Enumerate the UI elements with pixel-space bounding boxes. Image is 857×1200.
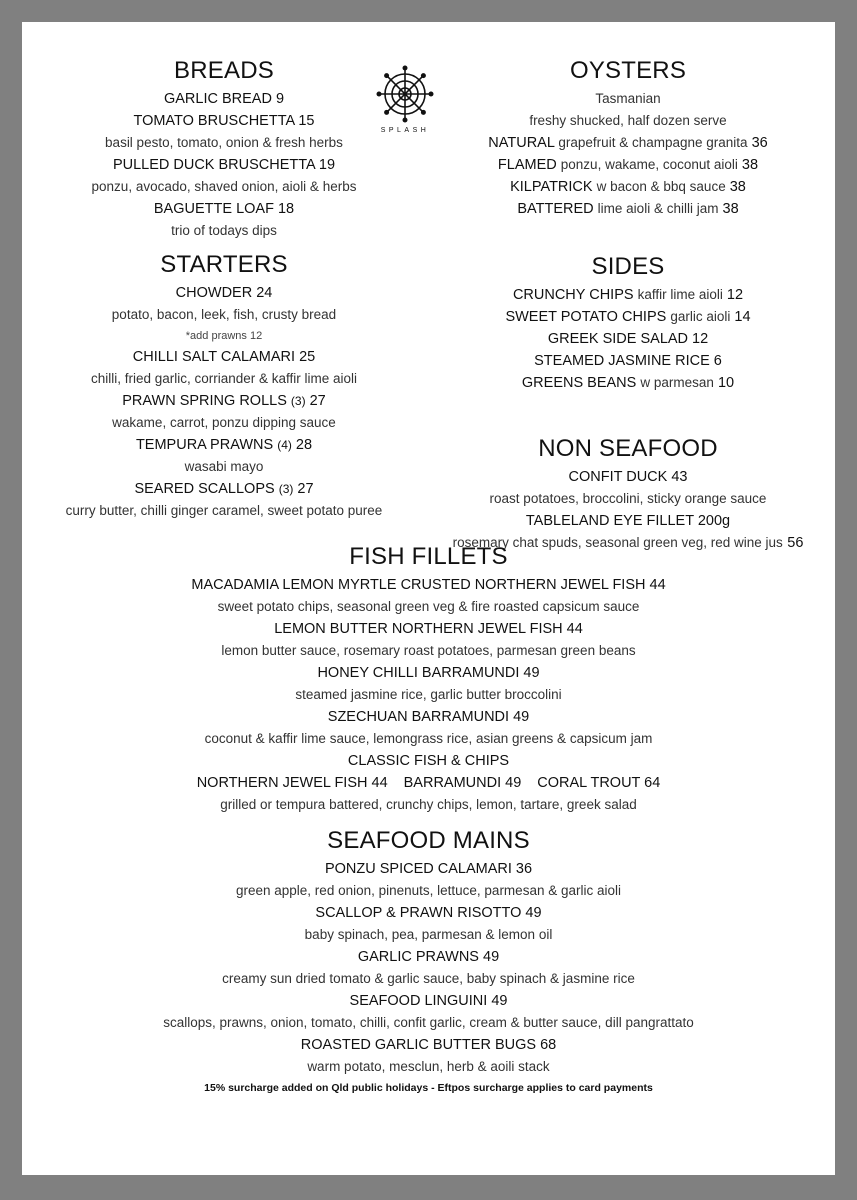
- item-name: NATURAL: [488, 135, 555, 151]
- menu-item: [408, 372, 848, 394]
- item-desc: w parmesan: [640, 375, 714, 390]
- menu-item-desc: lemon butter sauce, rosemary roast potatoes, parmesan green beans: [221, 643, 636, 658]
- item-name: KILPATRICK: [510, 179, 593, 195]
- menu-item: SEAFOOD LINGUINI 49: [349, 993, 508, 1009]
- item-qty: (3): [278, 482, 294, 496]
- item-name: FLAMED: [497, 157, 557, 173]
- surcharge-footer: 15% surcharge added on Qld public holidays - Eftpos surcharge applies to card payments: [204, 1082, 653, 1094]
- menu-item-desc: baby spinach, pea, parmesan & lemon oil: [304, 927, 553, 942]
- menu-item: PONZU SPICED CALAMARI 36: [324, 861, 533, 877]
- menu-item: TABLELAND EYE FILLET 200g: [525, 513, 731, 529]
- item-desc: rosemary chat spuds, seasonal green veg, red wine jus: [452, 535, 783, 550]
- right-column: [408, 54, 848, 554]
- menu-item: [22, 434, 426, 456]
- item-name: TEMPURA PRAWNS: [135, 437, 274, 453]
- menu-item: [408, 306, 848, 328]
- menu-item: CLASSIC FISH & CHIPS: [347, 753, 510, 769]
- menu-item-desc: sweet potato chips, seasonal green veg & fire roasted capsicum sauce: [217, 599, 640, 614]
- item-desc: w bacon & bbq sauce: [596, 179, 726, 194]
- oysters-subtitle: Tasmanian: [595, 91, 661, 106]
- item-name: SEARED SCALLOPS: [134, 481, 275, 497]
- menu-item-desc: grilled or tempura battered, crunchy chips, lemon, tartare, greek salad: [220, 797, 637, 812]
- item-price: 28: [295, 437, 313, 453]
- fish-chips-options: [22, 772, 835, 794]
- fish-option: NORTHERN JEWEL FISH 44: [196, 775, 388, 791]
- menu-item-note: *add prawns 12: [185, 330, 263, 342]
- breads-title: BREADS: [174, 57, 274, 84]
- non-seafood-title: NON SEAFOOD: [538, 435, 718, 462]
- item-name: CRUNCHY CHIPS: [512, 287, 634, 303]
- item-price: 56: [787, 535, 804, 551]
- menu-item-desc: chilli, fried garlic, corriander & kaffir lime aioli: [90, 371, 358, 386]
- sides-title: SIDES: [591, 253, 665, 280]
- menu-item-desc: ponzu, avocado, shaved onion, aioli & herbs: [91, 179, 357, 194]
- menu-item: CHOWDER 24: [175, 285, 273, 301]
- menu-item-desc: creamy sun dried tomato & garlic sauce, baby spinach & jasmine rice: [222, 971, 635, 986]
- item-qty: (4): [277, 438, 292, 452]
- menu-item: LEMON BUTTER NORTHERN JEWEL FISH 44: [274, 621, 583, 637]
- menu-item: [408, 198, 848, 220]
- item-qty: (3): [290, 394, 306, 408]
- item-name: SWEET POTATO CHIPS: [505, 309, 667, 325]
- menu-item-desc: steamed jasmine rice, garlic butter broccolini: [295, 687, 562, 702]
- item-desc: garlic aioli: [670, 309, 731, 324]
- menu-item: CONFIT DUCK 43: [568, 469, 688, 485]
- item-desc: lime aioli & chilli jam: [597, 201, 719, 216]
- menu-item: MACADAMIA LEMON MYRTLE CRUSTED NORTHERN JEWEL FISH 44: [191, 577, 666, 593]
- menu-item: ROASTED GARLIC BUTTER BUGS 68: [300, 1037, 557, 1053]
- item-name: BATTERED: [517, 201, 594, 217]
- menu-item: [408, 154, 848, 176]
- item-name: GREENS BEANS: [521, 375, 637, 391]
- menu-item: BAGUETTE LOAF 18: [153, 201, 295, 217]
- menu-item: PULLED DUCK BRUSCHETTA 19: [112, 157, 336, 173]
- bottom-section: [22, 540, 835, 1098]
- item-price: 12: [726, 287, 744, 303]
- menu-item: SCALLOP & PRAWN RISOTTO 49: [315, 905, 542, 921]
- item-price: 38: [729, 179, 746, 195]
- item-desc: ponzu, wakame, coconut aioli: [560, 157, 738, 172]
- menu-item: TOMATO BRUSCHETTA 15: [133, 113, 315, 129]
- item-name: PRAWN SPRING ROLLS: [122, 393, 287, 409]
- menu-item: CHILLI SALT CALAMARI 25: [132, 349, 316, 365]
- menu-item: GARLIC BREAD 9: [163, 91, 285, 107]
- menu-item: GREEK SIDE SALAD 12: [547, 331, 709, 347]
- menu-item: [408, 132, 848, 154]
- item-price: 36: [751, 135, 768, 151]
- menu-item: [22, 478, 426, 500]
- menu-item-desc: trio of todays dips: [171, 223, 277, 238]
- item-price: 10: [717, 375, 735, 391]
- menu-item-desc: curry butter, chilli ginger caramel, sweet potato puree: [65, 503, 383, 518]
- menu-item-desc: warm potato, mesclun, herb & aoili stack: [307, 1059, 550, 1074]
- menu-item-desc: coconut & kaffir lime sauce, lemongrass rice, asian greens & capsicum jam: [204, 731, 653, 746]
- item-price: 27: [297, 481, 314, 497]
- menu-item-desc: wasabi mayo: [184, 459, 264, 474]
- logo-text: SPLASH: [380, 127, 430, 134]
- menu-item-desc: wakame, carrot, ponzu dipping sauce: [112, 415, 336, 430]
- starters-title: STARTERS: [160, 251, 288, 278]
- oysters-title: OYSTERS: [569, 57, 687, 84]
- fish-option: CORAL TROUT 64: [537, 775, 661, 791]
- menu-item: GARLIC PRAWNS 49: [357, 949, 500, 965]
- menu-item: HONEY CHILLI BARRAMUNDI 49: [317, 665, 540, 681]
- oysters-subtitle: freshy shucked, half dozen serve: [529, 113, 727, 128]
- left-column: [22, 54, 426, 522]
- menu-item-desc: green apple, red onion, pinenuts, lettuce, parmesan & garlic aioli: [236, 883, 621, 898]
- mains-title: SEAFOOD MAINS: [327, 827, 530, 854]
- item-desc: grapefruit & champagne granita: [558, 135, 748, 150]
- item-price: 38: [741, 157, 759, 173]
- menu-item: STEAMED JASMINE RICE 6: [534, 353, 722, 369]
- menu-item: [22, 390, 426, 412]
- menu-item-desc: basil pesto, tomato, onion & fresh herbs: [105, 135, 343, 150]
- menu-page: [22, 22, 835, 1175]
- item-price: 14: [734, 309, 751, 325]
- menu-item-desc: scallops, prawns, onion, tomato, chilli, confit garlic, cream & butter sauce, dill pangrattato: [163, 1015, 694, 1030]
- item-price: 27: [309, 393, 326, 409]
- menu-item: SZECHUAN BARRAMUNDI 49: [327, 709, 530, 725]
- item-price: 38: [722, 201, 739, 217]
- menu-item: [408, 176, 848, 198]
- fish-title: FISH FILLETS: [349, 543, 508, 570]
- menu-item-desc: roast potatoes, broccolini, sticky orange sauce: [489, 491, 767, 506]
- menu-item: [408, 284, 848, 306]
- item-desc: kaffir lime aioli: [637, 287, 723, 302]
- menu-item-desc: potato, bacon, leek, fish, crusty bread: [111, 307, 337, 322]
- fish-option: BARRAMUNDI 49: [403, 775, 522, 791]
